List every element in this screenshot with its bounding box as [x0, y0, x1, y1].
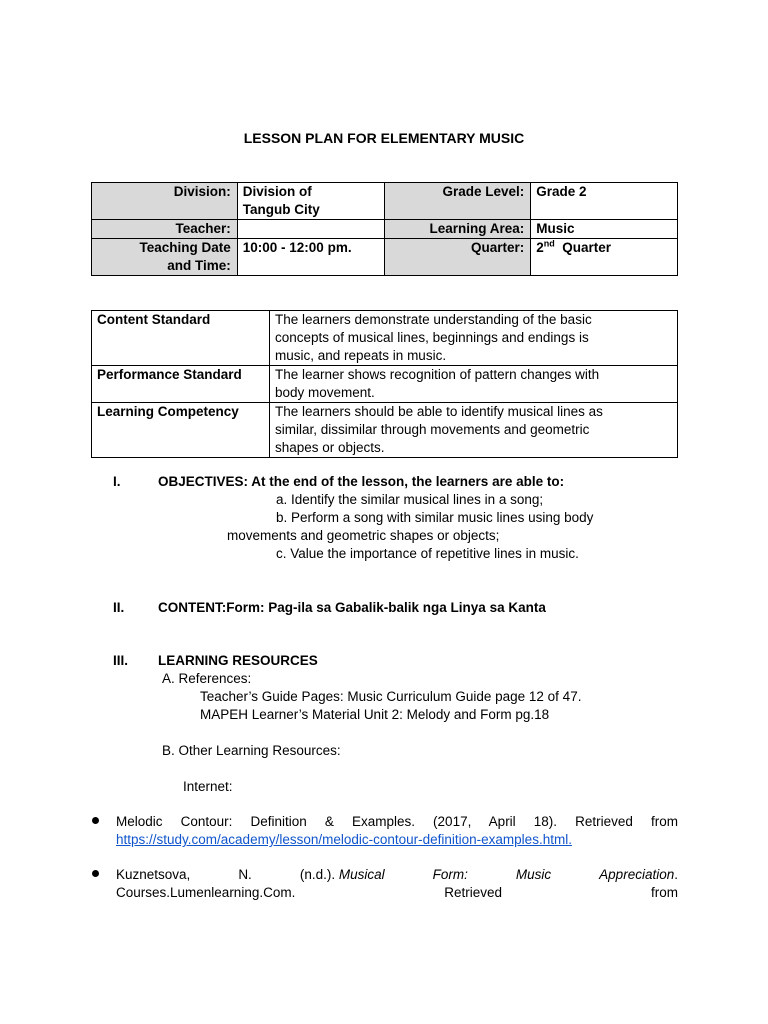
- table-row: [92, 366, 678, 403]
- grade-level-label: Grade Level:: [384, 183, 531, 220]
- teacher-label: Teacher:: [92, 220, 238, 239]
- performance-standard-text: [270, 366, 678, 403]
- quarter-label: Quarter:: [384, 239, 531, 276]
- objectives-heading: OBJECTIVES: At the end of the lesson, the learners are able to:: [158, 474, 565, 489]
- grade-level-value: Grade 2: [531, 183, 678, 220]
- learning-competency-line1: The learners should be able to identify musical lines as: [275, 404, 603, 419]
- citation-2-site: Courses.Lumenlearning.Com.: [116, 885, 296, 900]
- learning-competency-label: Learning Competency: [92, 403, 270, 458]
- table-row: [92, 311, 678, 366]
- table-row: [92, 403, 678, 458]
- citation-2-author-part2: N.: [238, 867, 252, 882]
- resources-number: III.: [113, 653, 129, 668]
- objective-a: a. Identify the similar musical lines in a song;: [276, 492, 544, 507]
- performance-standard-line2: body movement.: [275, 385, 375, 400]
- teaching-date-value: 10:00 - 12:00 pm.: [237, 239, 384, 276]
- learning-area-value: Music: [531, 220, 678, 239]
- lesson-info-table: [91, 182, 678, 276]
- other-resources-label: B. Other Learning Resources:: [162, 743, 341, 758]
- citation-1-line1: Melodic Contour: Definition & Examples. (2017, April 18). Retrieved from: [116, 814, 678, 829]
- content-standard-label: Content Standard: [92, 311, 270, 366]
- division-value-line2: Tangub City: [242, 202, 320, 217]
- performance-standard-label: Performance Standard: [92, 366, 270, 403]
- objective-c: c. Value the importance of repetitive lines in music.: [276, 546, 579, 561]
- citation-2-italic2b: Appreciation.: [599, 867, 678, 882]
- teacher-value: [237, 220, 384, 239]
- standards-table: [91, 310, 678, 458]
- internet-label: Internet:: [183, 779, 233, 794]
- citation-2-line1: [116, 866, 678, 884]
- division-value: [237, 183, 384, 220]
- citation-2-retrieved: Retrieved: [444, 885, 503, 900]
- learning-competency-line3: shapes or objects.: [275, 440, 385, 455]
- objectives-number: I.: [113, 474, 121, 489]
- division-label: Division:: [92, 183, 238, 220]
- quarter-value: [531, 239, 678, 276]
- content-standard-line3: music, and repeats in music.: [275, 348, 447, 363]
- content-standard-line2: concepts of musical lines, beginnings and endings is: [275, 330, 589, 345]
- bullet-icon: [92, 817, 99, 824]
- quarter-ordinal: nd: [543, 238, 555, 249]
- content-heading: CONTENT:Form: Pag-ila sa Gabalik-balik nga Linya sa Kanta: [158, 600, 546, 615]
- citation-2-line2: [116, 884, 678, 902]
- performance-standard-line1: The learner shows recognition of pattern changes with: [275, 367, 600, 382]
- resources-heading: LEARNING RESOURCES: [158, 653, 318, 668]
- citation-2-date: (n.d.). Musical: [299, 867, 385, 882]
- content-number: II.: [113, 600, 125, 615]
- citation-1-link[interactable]: [116, 831, 572, 849]
- citation-2-author-part1: Kuznetsova,: [116, 867, 191, 882]
- objective-b-line2: movements and geometric shapes or objects;: [227, 528, 500, 543]
- objective-b-line1: b. Perform a song with similar music lines using body: [276, 510, 594, 525]
- citation-2-italic1: Form:: [432, 867, 468, 882]
- teaching-date-label: [92, 239, 238, 276]
- content-standard-text: [270, 311, 678, 366]
- teaching-date-label-line2: and Time:: [167, 258, 231, 273]
- quarter-number: 2: [536, 240, 544, 255]
- learning-competency-line2: similar, dissimilar through movements and geometric: [275, 422, 590, 437]
- citation-2-italic2a: Music: [515, 867, 552, 882]
- quarter-word: Quarter: [562, 240, 612, 255]
- citation-2-from: from: [651, 885, 678, 900]
- learning-competency-text: [270, 403, 678, 458]
- references-label: A. References:: [162, 671, 252, 686]
- learning-area-label: Learning Area:: [384, 220, 531, 239]
- division-value-line1: Division of: [242, 184, 312, 199]
- page-title: LESSON PLAN FOR ELEMENTARY MUSIC: [243, 130, 525, 146]
- bullet-icon: [92, 870, 99, 877]
- content-standard-line1: The learners demonstrate understanding of the basic: [275, 312, 592, 327]
- reference-learners-material: MAPEH Learner’s Material Unit 2: Melody and Form pg.18: [200, 707, 550, 722]
- reference-teachers-guide: Teacher’s Guide Pages: Music Curriculum Guide page 12 of 47.: [200, 689, 582, 704]
- teaching-date-label-line1: Teaching Date: [139, 240, 231, 255]
- citation-1-url[interactable]: https://study.com/academy/lesson/melodic-contour-definition-examples.html.: [116, 832, 572, 847]
